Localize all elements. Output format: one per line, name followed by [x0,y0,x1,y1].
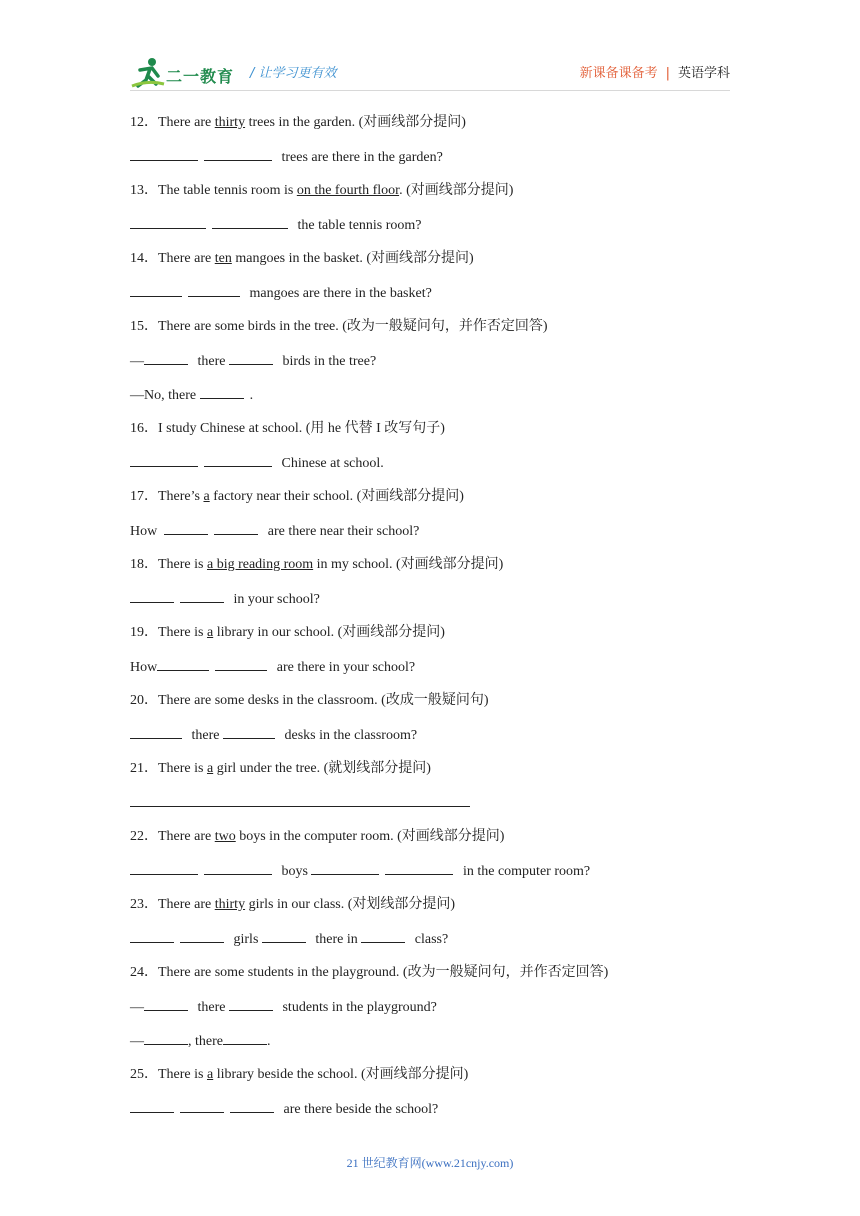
blank[interactable] [180,926,224,943]
blank[interactable] [144,348,188,365]
blank[interactable] [130,1096,174,1113]
header-course: 新课备课备考 [579,66,658,81]
answer-12: trees are there in the garden? [130,144,730,178]
blank[interactable] [214,518,258,535]
blank[interactable] [212,212,288,229]
question-15: 15．There are some birds in the tree. (改为一般疑问句，并作否定回答) [130,319,548,334]
answer-17: How are there near their school? [130,518,730,552]
blank[interactable] [130,450,198,467]
answer-21 [130,790,730,824]
answer-14: mangoes are there in the basket? [130,280,730,314]
blank[interactable] [180,586,224,603]
question-22: 22．There are two boys in the computer room. (对画线部分提问) [130,829,505,844]
question-25: 25．There is a library beside the school. (对画线部分提问) [130,1067,469,1082]
blank[interactable] [157,654,209,671]
header-divider [130,90,730,91]
question-16: 16．I study Chinese at school. (用 he 代替 I 改写句子) [130,421,445,436]
blank[interactable] [144,994,188,1011]
blank[interactable] [229,994,273,1011]
blank[interactable] [130,280,182,297]
blank[interactable] [130,586,174,603]
blank[interactable] [262,926,306,943]
answer-15b: —No, there . [130,382,730,416]
answer-13: the table tennis room? [130,212,730,246]
blank[interactable] [361,926,405,943]
exercise-list [130,110,730,1130]
logo-text: 二一教育 [166,67,235,86]
blank[interactable] [385,858,453,875]
blank[interactable] [130,212,206,229]
header-subject [580,62,730,81]
answer-22: boys in the computer room? [130,858,730,892]
page-header [130,56,730,92]
blank[interactable] [130,722,182,739]
question-14: 14．There are ten mangoes in the basket. (对画线部分提问) [130,251,474,266]
answer-24b: — , there . [130,1028,730,1062]
question-19: 19．There is a library in our school. (对画线部分提问) [130,625,445,640]
blank[interactable] [188,280,240,297]
logo [130,56,240,90]
header-separator: | [665,66,670,81]
answer-19: How are there in your school? [130,654,730,688]
question-21: 21．There is a girl under the tree. (就划线部分提问) [130,761,431,776]
blank[interactable] [204,144,272,161]
blank[interactable] [204,450,272,467]
question-12: 12．There are thirty trees in the garden. (对画线部分提问) [130,115,466,130]
question-17: 17．There’s a factory near their school. (对画线部分提问) [130,489,464,504]
blank[interactable] [130,858,198,875]
blank[interactable] [200,382,244,399]
runner-logo-icon [130,56,166,90]
blank[interactable] [229,348,273,365]
answer-20: there desks in the classroom? [130,722,730,756]
slogan: / 让学习更有效 [250,66,337,81]
question-20: 20．There are some desks in the classroom. (改成一般疑问句) [130,693,489,708]
blank[interactable] [130,144,198,161]
question-24: 24．There are some students in the playground. (改为一般疑问句，并作否定回答) [130,965,609,980]
blank[interactable] [164,518,208,535]
answer-24: — there students in the playground? [130,994,730,1028]
blank[interactable] [311,858,379,875]
question-13: 13．The table tennis room is on the fourth floor. (对画线部分提问) [130,183,514,198]
answer-15: — there birds in the tree? [130,348,730,382]
blank[interactable] [230,1096,274,1113]
blank[interactable] [180,1096,224,1113]
blank[interactable] [130,790,470,807]
blank[interactable] [130,926,174,943]
blank[interactable] [223,722,275,739]
answer-16: Chinese at school. [130,450,730,484]
header-subject-label: 英语学科 [677,66,730,81]
answer-18: in your school? [130,586,730,620]
blank[interactable] [204,858,272,875]
answer-25: are there beside the school? [130,1096,730,1130]
blank[interactable] [215,654,267,671]
page-footer: 21 世纪教育网(www.21cnjy.com) [346,1156,514,1170]
question-23: 23．There are thirty girls in our class. (对划线部分提问) [130,897,456,912]
answer-23: girls there in class? [130,926,730,960]
blank[interactable] [223,1028,267,1045]
blank[interactable] [144,1028,188,1045]
question-18: 18．There is a big reading room in my school. (对画线部分提问) [130,557,504,572]
